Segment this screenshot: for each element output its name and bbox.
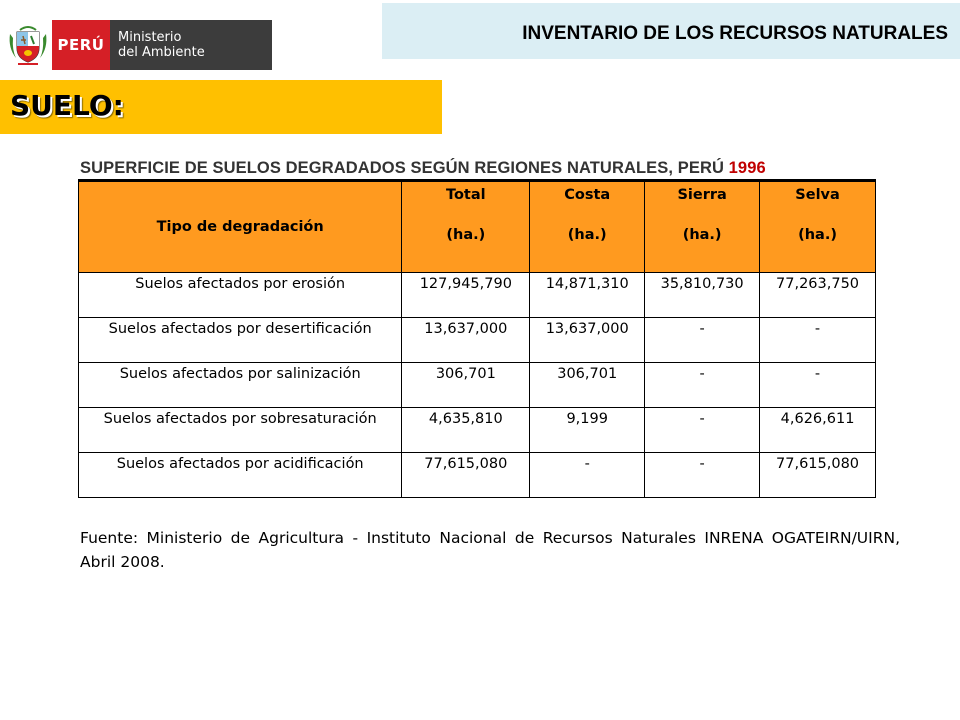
column-header-label: Total (446, 187, 486, 203)
column-header-unit: (ha.) (567, 227, 607, 243)
degraded-soils-table (78, 181, 876, 498)
cell-sierra: - (645, 363, 760, 408)
section-bar (0, 80, 442, 134)
table-title-year: 1996 (728, 159, 766, 177)
cell-sierra: 35,810,730 (645, 273, 760, 318)
column-header-unit: (ha.) (446, 227, 486, 243)
cell-selva: 4,626,611 (760, 408, 876, 453)
table-row (79, 408, 876, 453)
row-label: Suelos afectados por sobresaturación (79, 408, 402, 453)
table-title-main: SUPERFICIE DE SUELOS DEGRADADOS SEGÚN REGIONES NATURALES, PERÚ (80, 159, 729, 177)
cell-sierra: - (645, 318, 760, 363)
column-header-type (79, 182, 402, 273)
column-header-selva (760, 182, 876, 273)
cell-selva: 77,615,080 (760, 453, 876, 498)
column-header-label: Tipo de degradación (156, 219, 324, 235)
cell-sierra: - (645, 453, 760, 498)
ministry-line-2: del Ambiente (118, 45, 205, 60)
ministry-logo (0, 20, 272, 70)
ministry-line-1: Ministerio (118, 30, 182, 45)
cell-total: 127,945,790 (402, 273, 530, 318)
cell-costa: 13,637,000 (530, 318, 645, 363)
column-header-unit: (ha.) (682, 227, 722, 243)
table-row (79, 453, 876, 498)
cell-costa: 14,871,310 (530, 273, 645, 318)
cell-costa: 9,199 (530, 408, 645, 453)
column-header-total (402, 182, 530, 273)
peru-coat-of-arms-icon (6, 24, 50, 68)
column-header-unit: (ha.) (798, 227, 837, 243)
column-header-costa (530, 182, 645, 273)
cell-total: 13,637,000 (402, 318, 530, 363)
cell-selva: - (760, 363, 876, 408)
cell-costa: - (530, 453, 645, 498)
ministry-name (110, 20, 272, 70)
section-title: SUELO: (10, 89, 124, 122)
column-header-label: Selva (795, 187, 840, 203)
header-banner (382, 3, 960, 59)
cell-sierra: - (645, 408, 760, 453)
cell-selva: - (760, 318, 876, 363)
column-header-label: Sierra (677, 187, 727, 203)
column-header-label: Costa (564, 187, 611, 203)
row-label: Suelos afectados por desertificación (79, 318, 402, 363)
row-label: Suelos afectados por erosión (79, 273, 402, 318)
table-header-row (79, 182, 876, 273)
source-note: Fuente: Ministerio de Agricultura - Instituto Nacional de Recursos Naturales INRENA OGATEIRN/UIRN, Abril 2008. (80, 529, 900, 571)
table-row (79, 273, 876, 318)
row-label: Suelos afectados por acidificación (79, 453, 402, 498)
row-label: Suelos afectados por salinización (79, 363, 402, 408)
column-header-sierra (645, 182, 760, 273)
cell-total: 306,701 (402, 363, 530, 408)
header-title: INVENTARIO DE LOS RECURSOS NATURALES (522, 23, 948, 44)
peru-brand: PERÚ (52, 20, 110, 70)
cell-total: 77,615,080 (402, 453, 530, 498)
table-title (80, 159, 766, 178)
table-row (79, 363, 876, 408)
table-row (79, 318, 876, 363)
cell-selva: 77,263,750 (760, 273, 876, 318)
cell-total: 4,635,810 (402, 408, 530, 453)
cell-costa: 306,701 (530, 363, 645, 408)
